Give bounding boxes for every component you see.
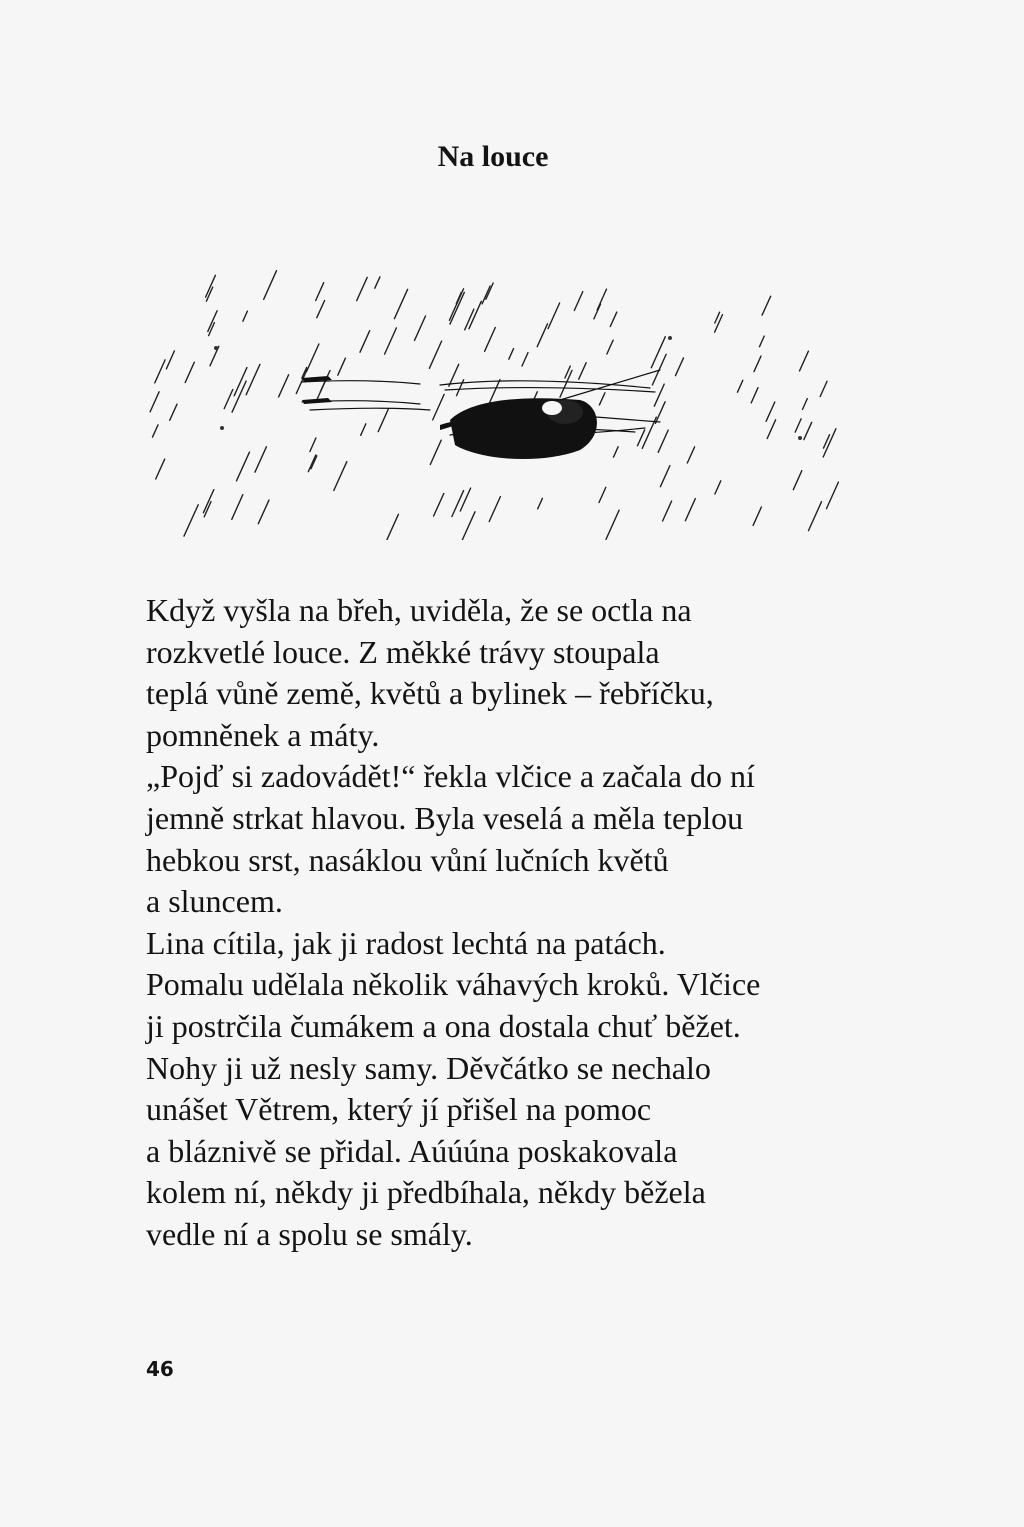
- grass-stroke: [452, 491, 464, 517]
- text-line: Když vyšla na břeh, uviděla, že se octla na: [146, 592, 692, 628]
- body-text: [146, 590, 866, 1256]
- grass-stroke: [753, 507, 761, 525]
- grass-stroke: [307, 344, 319, 371]
- grass-stroke: [224, 390, 233, 409]
- grass-stroke: [243, 311, 248, 321]
- grass-stroke: [663, 501, 672, 521]
- grass-stroke: [170, 404, 177, 420]
- grass-stroke: [760, 336, 765, 347]
- grass-stroke: [522, 353, 528, 366]
- grass-stroke: [450, 292, 464, 324]
- grass-stroke: [415, 316, 426, 340]
- grass-stroke: [360, 331, 370, 353]
- grass-stroke: [334, 462, 347, 491]
- grass-stroke: [599, 393, 605, 405]
- text-line: kolem ní, někdy ji předbíhala, někdy běžela: [146, 1174, 706, 1211]
- grass-stroke: [614, 447, 619, 457]
- grass-stroke: [655, 402, 665, 424]
- grass-stroke: [460, 488, 470, 511]
- grass-stroke: [599, 487, 606, 502]
- grass-stroke: [232, 495, 243, 520]
- grass-stroke: [804, 422, 812, 439]
- chapter-title: Na louce: [437, 140, 549, 173]
- grass-stroke: [184, 505, 198, 536]
- grass-stroke: [800, 351, 809, 371]
- grass-stroke: [482, 286, 490, 304]
- grass-stroke: [606, 510, 619, 539]
- grass-stroke: [206, 275, 216, 297]
- grass-stroke: [809, 502, 822, 531]
- grass-stroke: [579, 363, 587, 380]
- grass-stroke: [430, 440, 441, 464]
- grass-stroke: [434, 494, 444, 517]
- grass-stroke: [462, 512, 475, 540]
- grass-stroke: [676, 358, 684, 376]
- grass-stroke: [279, 375, 289, 397]
- grass-stroke: [156, 459, 165, 479]
- grass-stroke: [317, 301, 325, 318]
- grass-stroke: [803, 399, 808, 410]
- grass-stroke: [489, 497, 500, 522]
- grass-stroke: [316, 283, 324, 301]
- text-line: a bláznivě se přidal. Aúúúna poskakovala: [146, 1132, 678, 1169]
- grass-stroke: [660, 466, 670, 487]
- grass-stroke: [766, 402, 775, 421]
- grass-stroke: [638, 430, 645, 446]
- grass-stroke: [687, 447, 694, 463]
- grass-stroke: [433, 394, 444, 420]
- grass-stroke: [378, 409, 388, 432]
- grass-stroke: [166, 351, 174, 369]
- grass-stroke: [509, 349, 514, 360]
- text-line: rozkvetlé louce. Z měkké trávy stoupala: [146, 633, 660, 670]
- grass-stroke: [538, 498, 543, 508]
- text-line: teplá vůně země, květů a bylinek – řebříčku,: [146, 675, 714, 712]
- grass-stroke: [485, 328, 496, 352]
- grass-stroke: [234, 368, 247, 396]
- text-line: Pomalu udělala několik váhavých kroků. Vlčice: [146, 966, 761, 1003]
- grass-stroke: [486, 283, 493, 299]
- grass-stroke: [654, 384, 664, 406]
- grass-stroke: [767, 420, 775, 439]
- grass-stroke: [537, 324, 547, 347]
- grass-stroke: [385, 328, 397, 354]
- grass-stroke: [185, 362, 194, 382]
- grass-stroke: [827, 482, 839, 509]
- grass-stroke: [762, 296, 771, 315]
- text-line: Nohy ji už nesly samy. Děvčátko se nechalo: [146, 1049, 711, 1086]
- text-line: vedle ní a spolu se smály.: [146, 1215, 473, 1252]
- grass-stroke: [658, 430, 668, 452]
- grass-stroke: [246, 364, 260, 394]
- grass-stroke: [548, 303, 560, 329]
- text-line: Lina cítila, jak ji radost lechtá na patách.: [146, 924, 666, 961]
- grass-stroke: [258, 500, 269, 524]
- grass-stroke: [361, 424, 366, 435]
- text-line: jemně strkat hlavou. Byla veselá a měla teplou: [146, 799, 744, 836]
- grass-stroke: [754, 356, 761, 372]
- grass-stroke: [394, 289, 407, 318]
- grass-stroke: [610, 312, 617, 326]
- wind-meadow-illustration: [140, 250, 840, 540]
- grass-stroke: [357, 277, 368, 300]
- grass-stroke: [715, 315, 723, 333]
- grass-stroke: [751, 388, 758, 403]
- text-line: „Pojď si zadovádět!“ řekla vlčice a začala do ní: [146, 758, 755, 795]
- grass-stroke: [607, 340, 613, 354]
- grass-stroke: [574, 292, 583, 311]
- grass-stroke: [255, 447, 266, 472]
- text-line: ji postrčila čumákem a ona dostala chuť běžet.: [146, 1007, 741, 1044]
- grass-stroke: [715, 481, 721, 494]
- grass-stroke: [308, 455, 316, 472]
- text-line: pomněnek a máty.: [146, 716, 380, 753]
- grass-stroke: [338, 358, 346, 375]
- grass-stroke: [375, 277, 380, 288]
- text-line: unášet Větrem, který jí přišel na pomoc: [146, 1091, 652, 1128]
- grass-stroke: [449, 289, 463, 320]
- grass-stroke: [594, 304, 601, 319]
- grass-stroke: [651, 337, 665, 368]
- grass-stroke: [153, 425, 159, 437]
- grass-stroke: [150, 392, 159, 412]
- grass-stroke: [386, 514, 399, 540]
- text-line: hebkou srst, nasáklou vůní lučních květů: [146, 841, 669, 878]
- page-number: 46: [146, 1357, 174, 1381]
- grass-stroke: [738, 380, 743, 392]
- grass-stroke: [237, 452, 250, 481]
- grass-stroke: [310, 438, 316, 452]
- grass-stroke: [264, 271, 277, 300]
- grass-stroke: [820, 381, 827, 396]
- grass-stroke: [795, 419, 801, 432]
- grass-stroke: [793, 471, 802, 490]
- text-line: a sluncem.: [146, 883, 283, 920]
- grass-stroke: [685, 499, 695, 521]
- grass-stroke: [429, 341, 441, 368]
- grass-stroke: [457, 380, 464, 396]
- grass-stroke: [155, 360, 165, 383]
- grass-stroke: [203, 490, 213, 513]
